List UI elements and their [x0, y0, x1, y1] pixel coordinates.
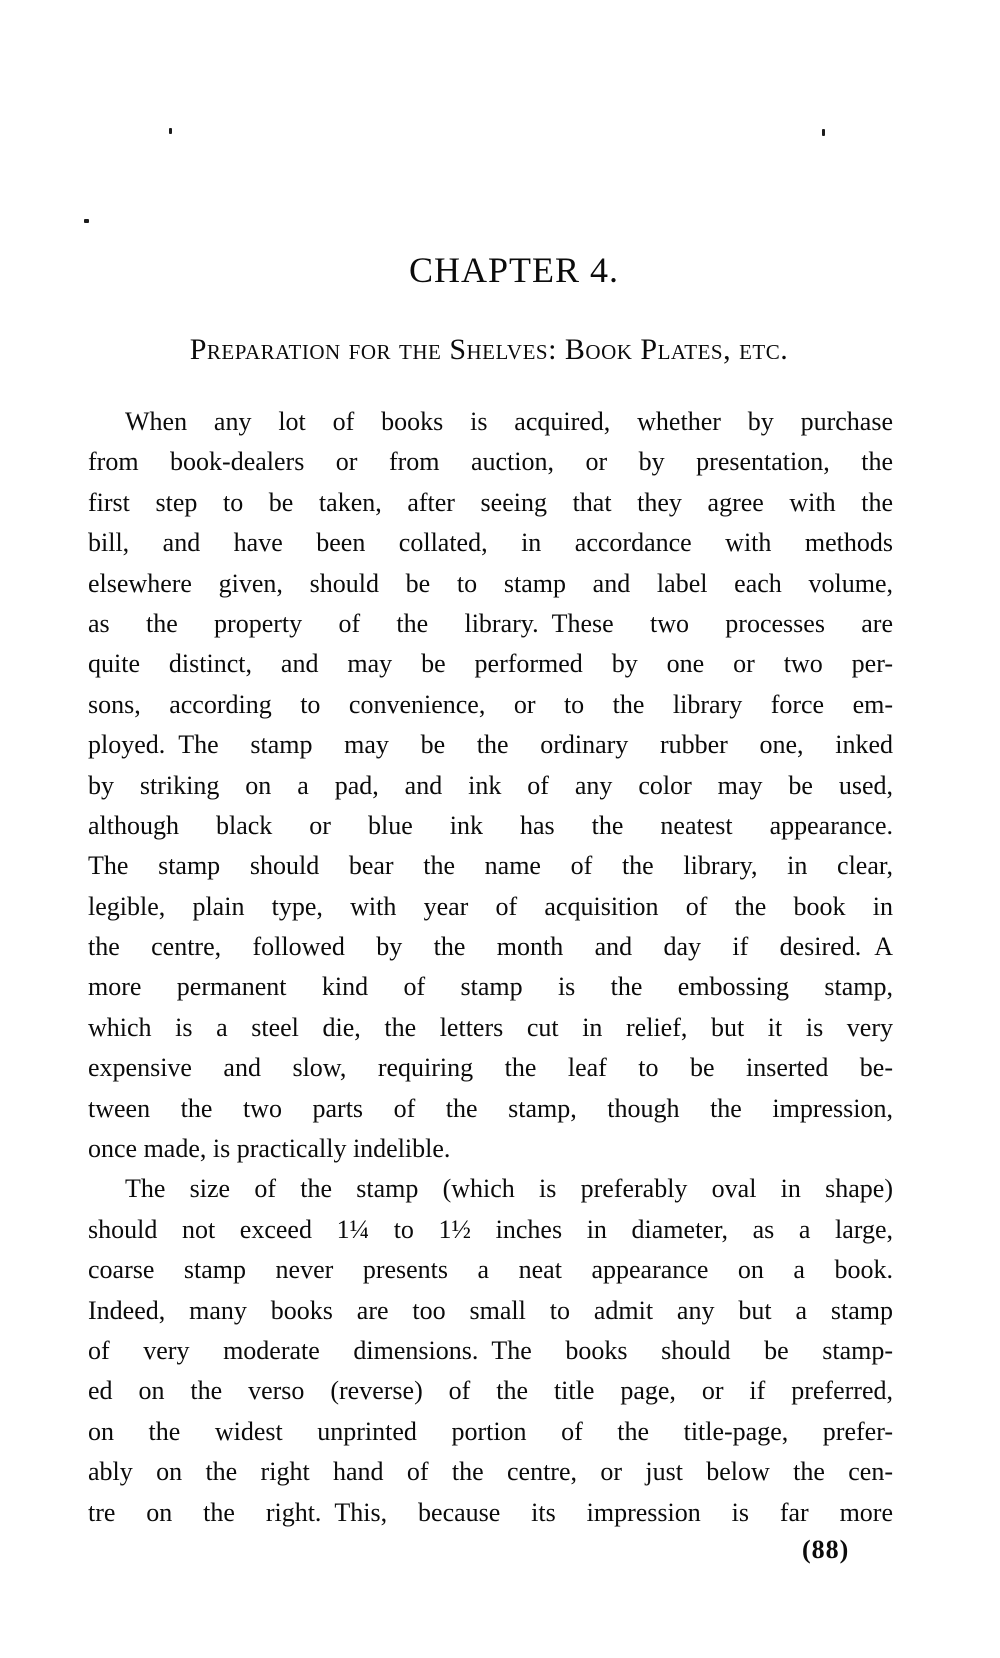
text-line: which is a steel die, the letters cut in relief, but it is very	[88, 1012, 893, 1042]
text-line: bill, and have been collated, in accordance with methods	[88, 528, 893, 558]
body-text	[88, 402, 893, 1533]
text-line: When any lot of books is acquired, whether by purchase	[125, 407, 893, 436]
text-line: The size of the stamp (which is preferably oval in shape)	[125, 1174, 893, 1204]
text-line: on the widest unprinted portion of the title-page, prefer-	[88, 1416, 893, 1446]
text-line: expensive and slow, requiring the leaf to be inserted be-	[88, 1053, 893, 1083]
scan-speck	[169, 128, 172, 134]
text-line: tre on the right. This, because its impression is far more	[88, 1497, 893, 1527]
text-line: tween the two parts of the stamp, though the impression,	[88, 1093, 893, 1123]
text-line: by striking on a pad, and ink of any color may be used,	[88, 770, 893, 800]
scan-speck	[822, 129, 825, 136]
text-line: from book-dealers or from auction, or by presentation, the	[88, 447, 893, 477]
text-line: ployed. The stamp may be the ordinary rubber one, inked	[88, 730, 893, 760]
text-line: first step to be taken, after seeing that they agree with the	[88, 487, 893, 517]
text-line: The stamp should bear the name of the library, in clear,	[88, 851, 893, 881]
chapter-heading: CHAPTER 4.	[408, 250, 620, 290]
page-number: (88)	[802, 1535, 850, 1564]
text-line: ably on the right hand of the centre, or just below the cen-	[88, 1457, 893, 1487]
text-line: sons, according to convenience, or to the library force em-	[88, 689, 893, 719]
text-line: as the property of the library. These two processes are	[88, 608, 893, 638]
text-line: although black or blue ink has the neatest appearance.	[88, 810, 893, 840]
text-line: elsewhere given, should be to stamp and label each volume,	[88, 568, 893, 598]
text-line: should not exceed 1¼ to 1½ inches in diameter, as a large,	[88, 1214, 893, 1244]
text-line: quite distinct, and may be performed by one or two per-	[88, 649, 893, 679]
section-subtitle: Preparation for the Shelves: Book Plates, etc.	[189, 333, 789, 366]
scan-speck	[84, 219, 89, 223]
text-line: legible, plain type, with year of acquisition of the book in	[88, 891, 893, 921]
text-line: more permanent kind of stamp is the embossing stamp,	[88, 972, 893, 1002]
paragraph-1	[88, 402, 893, 1169]
paragraph-2	[88, 1169, 893, 1533]
text-line: Indeed, many books are too small to admit any but a stamp	[88, 1295, 893, 1325]
text-line: once made, is practically indelible.	[88, 1134, 451, 1164]
text-line: of very moderate dimensions. The books should be stamp-	[88, 1335, 893, 1365]
text-line: coarse stamp never presents a neat appearance on a book.	[88, 1255, 893, 1285]
text-line: ed on the verso (reverse) of the title page, or if preferred,	[88, 1376, 893, 1406]
text-line: the centre, followed by the month and day if desired. A	[88, 932, 893, 962]
